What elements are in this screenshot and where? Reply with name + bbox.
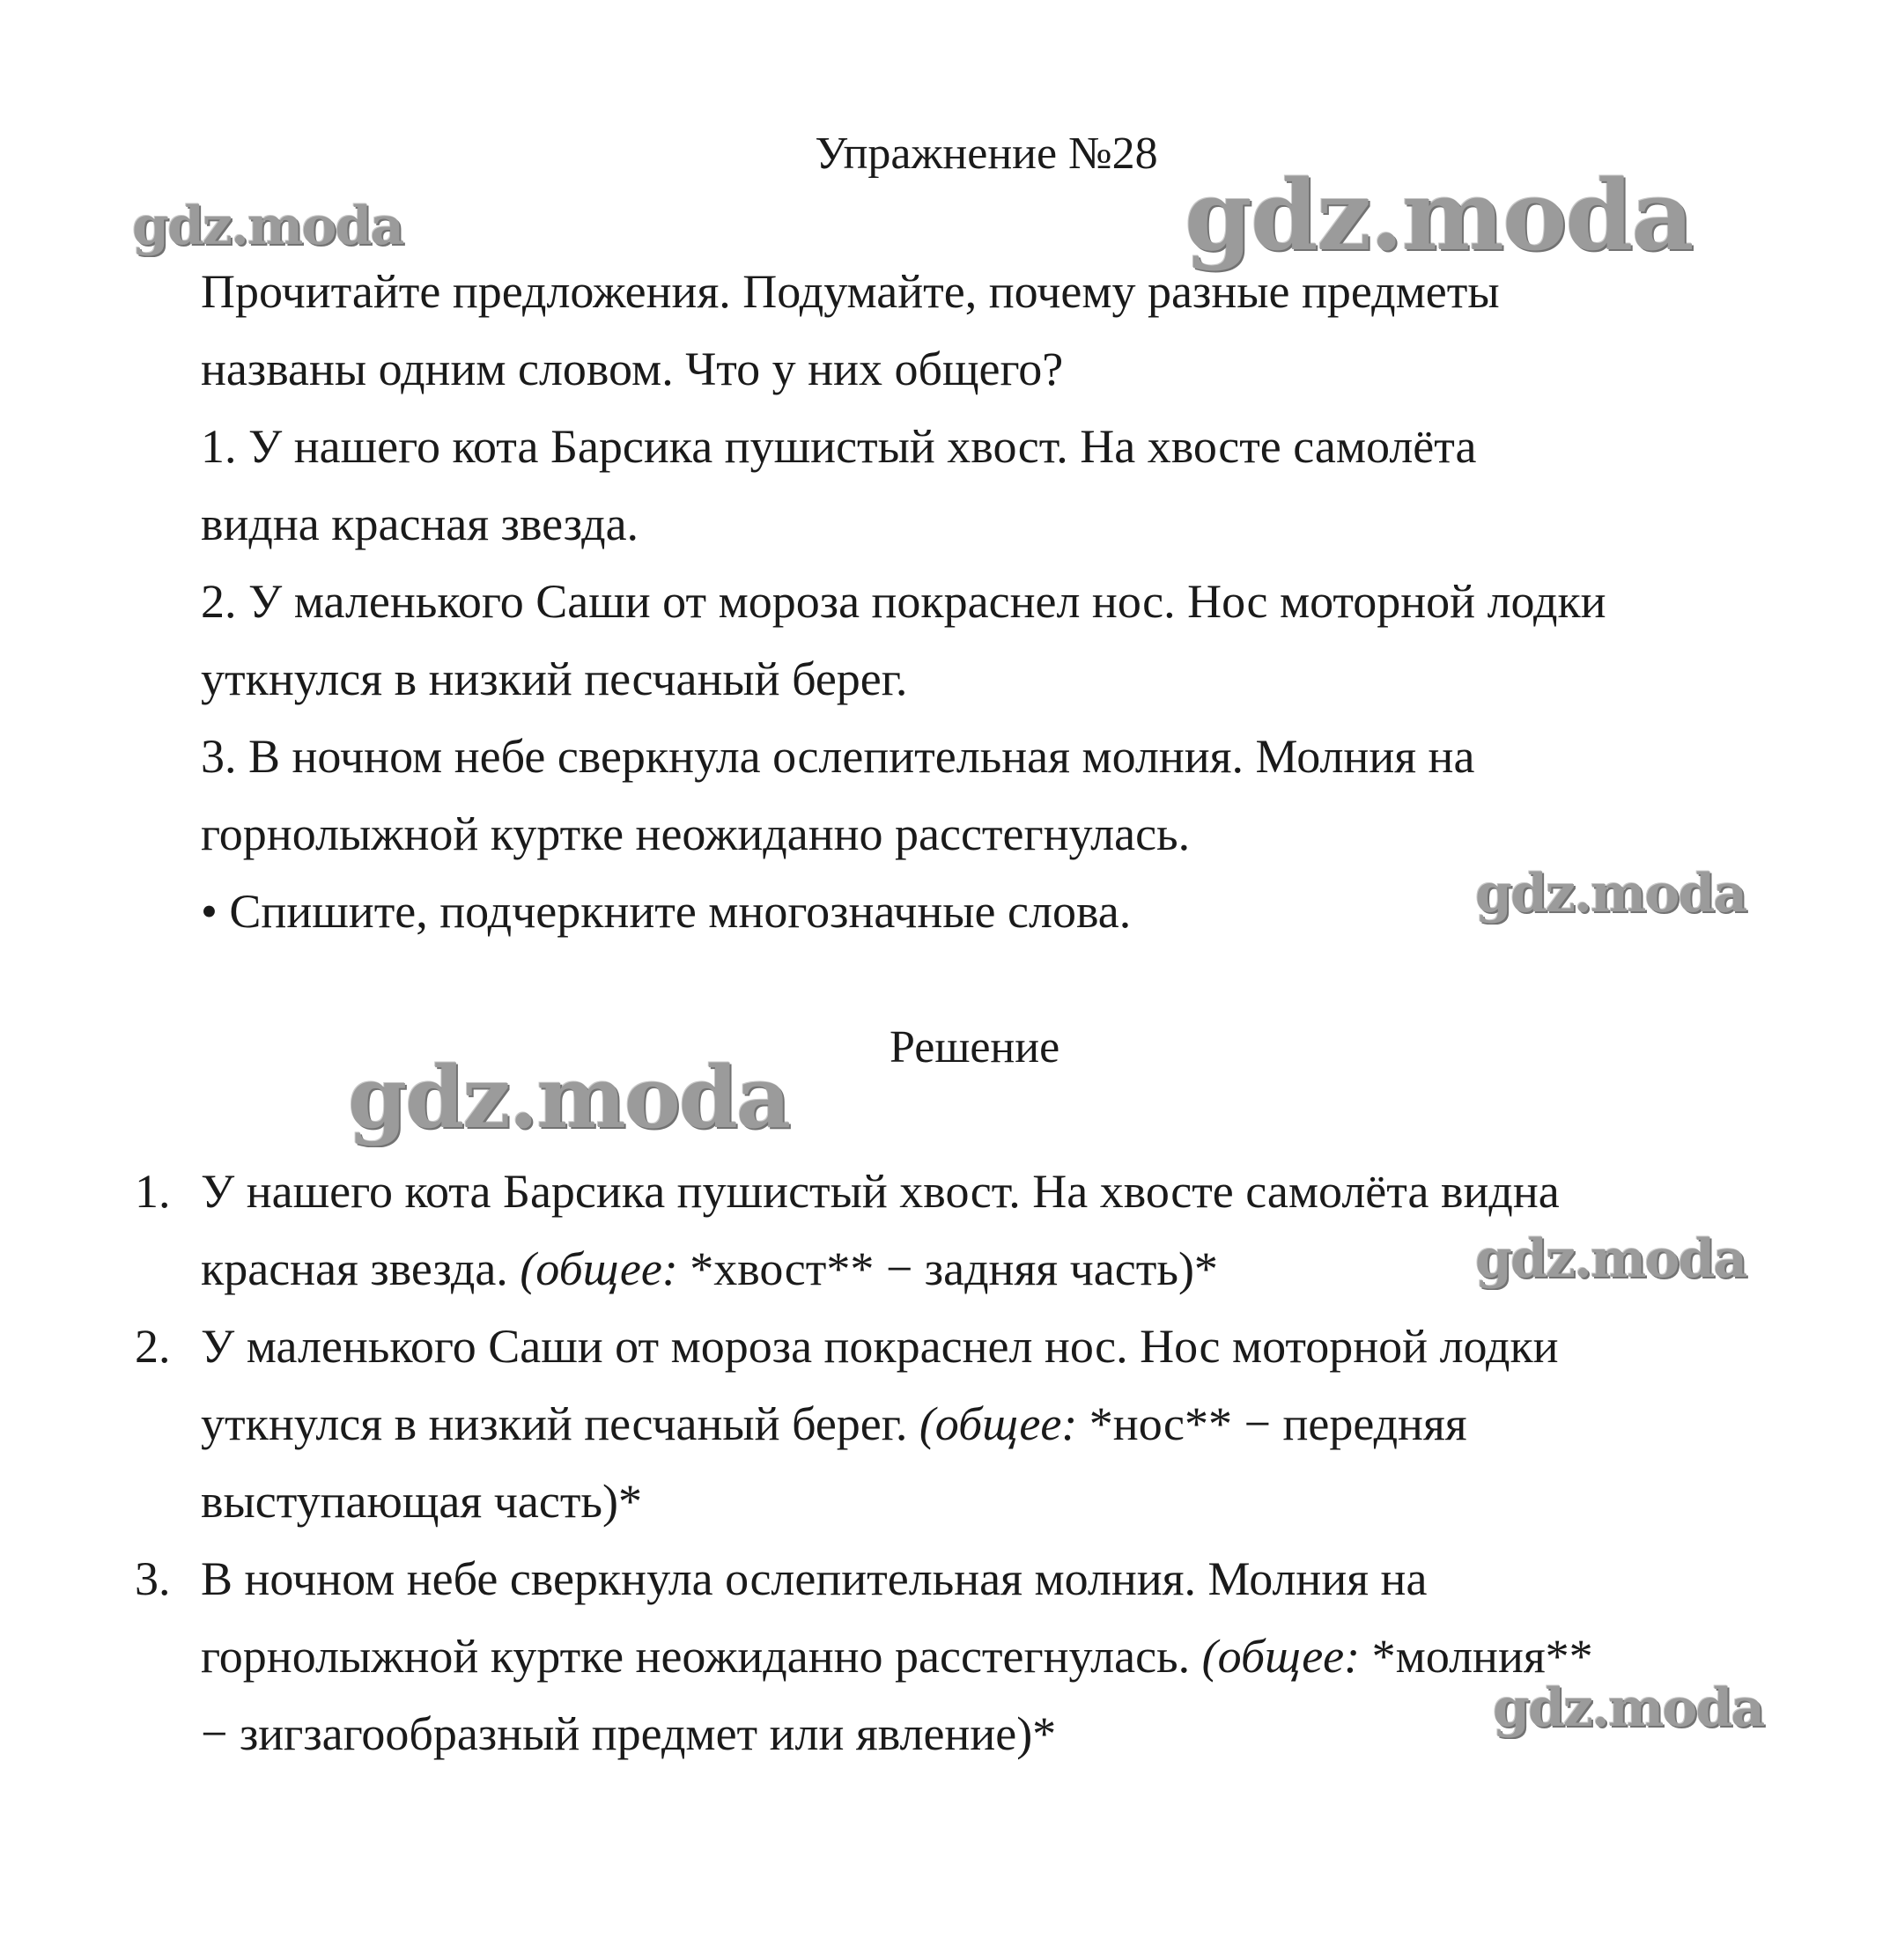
solution-item-1 xyxy=(201,1242,1218,1296)
task-item-2: уткнулся в низкий песчаный берег. xyxy=(201,652,908,705)
solution-item-3 xyxy=(201,1629,1593,1684)
solution-item-3: − зигзагообразный предмет или явление)* xyxy=(201,1707,1057,1760)
task-item-2: 2. У маленького Саши от мороза покраснел нос. Нос моторной лодки xyxy=(201,575,1606,628)
watermark-logo: gdz.moda xyxy=(132,195,403,257)
note-label: (общее: xyxy=(1201,1630,1361,1683)
watermark-logo: gdz.moda xyxy=(348,1048,790,1147)
task-item-3: горнолыжной куртке неожиданно расстегнулась. xyxy=(201,807,1191,860)
watermark-logo: gdz.moda xyxy=(1185,158,1693,272)
task-intro: названы одним словом. Что у них общего? xyxy=(201,343,1064,395)
watermark-logo: gdz.moda xyxy=(1475,1228,1746,1290)
watermark-logo: gdz.moda xyxy=(1493,1677,1764,1739)
task-instruction: • Спишите, подчеркните многозначные слова. xyxy=(201,885,1132,938)
task-item-1: видна красная звезда. xyxy=(201,497,639,550)
task-intro: Прочитайте предложения. Подумайте, почему разные предметы xyxy=(201,265,1500,318)
watermark-logo: gdz.moda xyxy=(1475,863,1746,925)
solution-item-number: 3. xyxy=(135,1552,171,1605)
solution-text: красная звезда. xyxy=(201,1242,520,1295)
solution-item-1: У нашего кота Барсика пушистый хвост. На хвосте самолёта видна xyxy=(201,1165,1560,1218)
solution-item-2 xyxy=(201,1396,1467,1451)
solution-text: уткнулся в низкий песчаный берег. xyxy=(201,1397,919,1450)
exercise-title: Упражнение №28 xyxy=(815,129,1158,179)
solution-text: горнолыжной куртке неожиданно расстегнулась. xyxy=(201,1630,1202,1683)
note-text: *нос** − передняя xyxy=(1077,1397,1467,1450)
solution-item-3: В ночном небе сверкнула ослепительная молния. Молния на xyxy=(201,1552,1428,1605)
note-text: *хвост** − задняя часть)* xyxy=(677,1242,1218,1295)
task-item-3: 3. В ночном небе сверкнула ослепительная молния. Молния на xyxy=(201,730,1475,783)
solution-item-number: 2. xyxy=(135,1320,171,1373)
note-text: *молния** xyxy=(1360,1630,1593,1683)
solution-item-2: У маленького Саши от мороза покраснел нос. Нос моторной лодки xyxy=(201,1320,1559,1373)
solution-heading: Решение xyxy=(890,1022,1060,1072)
note-label: (общее: xyxy=(919,1397,1078,1450)
task-item-1: 1. У нашего кота Барсика пушистый хвост. На хвосте самолёта xyxy=(201,420,1477,473)
solution-item-2: выступающая часть)* xyxy=(201,1475,643,1528)
note-label: (общее: xyxy=(520,1242,678,1295)
solution-item-number: 1. xyxy=(135,1165,171,1218)
